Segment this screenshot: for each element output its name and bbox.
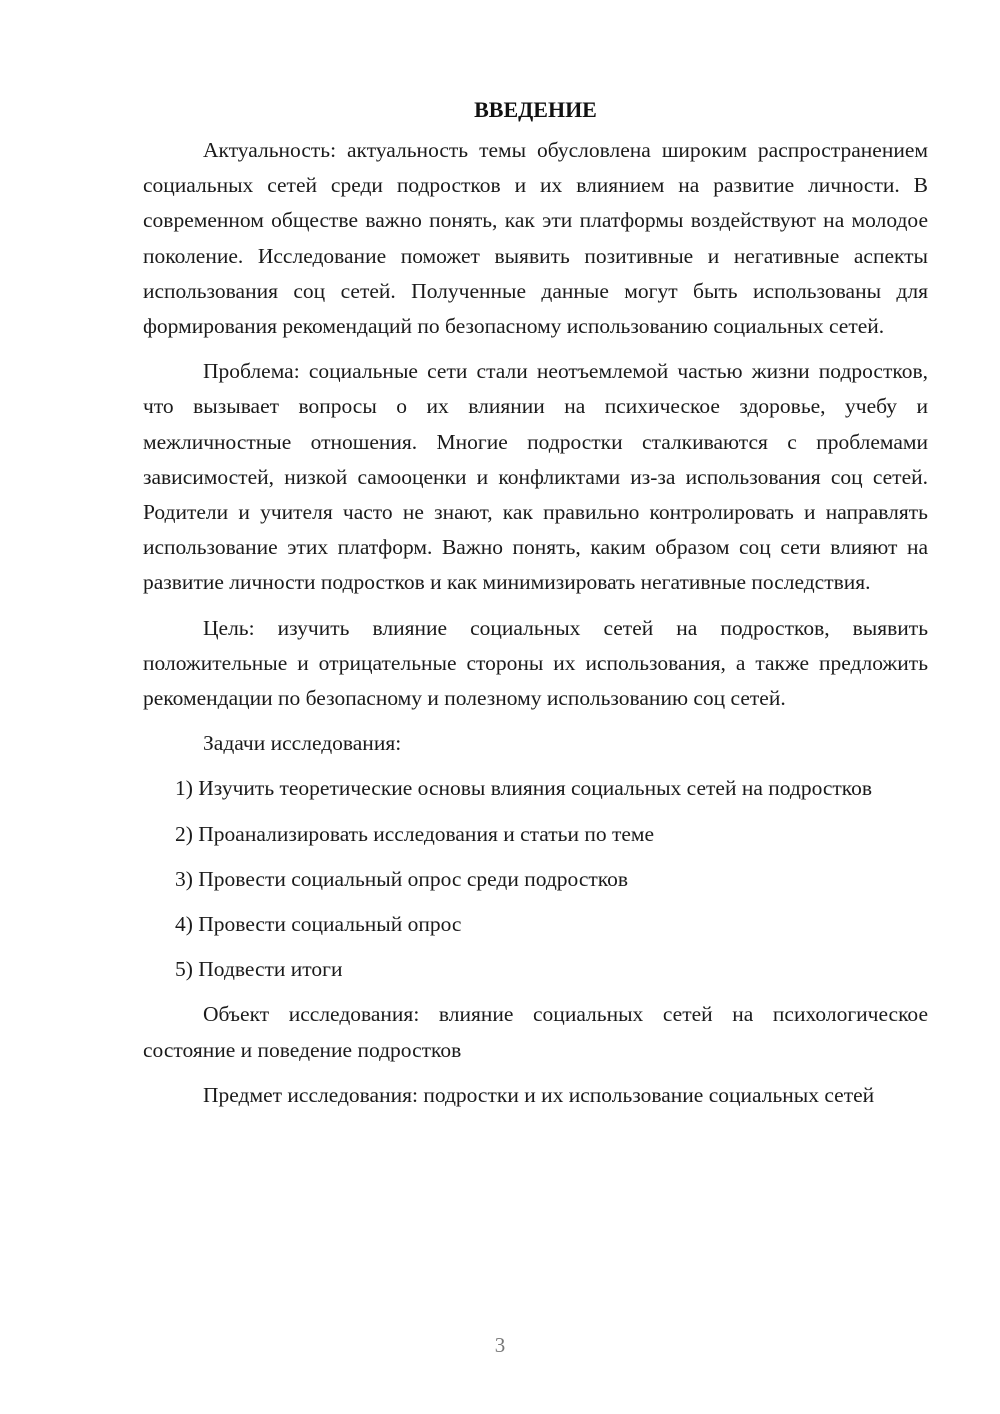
list-item: 2) Проанализировать исследования и статьи по теме — [175, 821, 655, 846]
tasks-title: Задачи исследования: — [203, 731, 402, 756]
list-item: 3) Провести социальный опрос среди подростков — [175, 866, 629, 891]
goal-paragraph: Цель: изучить влияние социальных сетей на подростков, выявить положительные и отрицательные стороны их использования, а также предложить рекомендации по безопасному и полезному использованию соц сетей. — [143, 615, 928, 711]
object-paragraph: Объект исследования: влияние социальных сетей на психологическое состояние и поведение подростков — [143, 1002, 928, 1062]
problem-paragraph: Проблема: социальные сети стали неотъемлемой частью жизни подростков, что вызывает вопросы о их влиянии на психическое здоровье, учебу и межличностные отношения. Многие подростки сталкиваются с проблемами зависимостей, низкой самооценки и конфликтами из-за использования соц сетей. Родители и учителя часто не знают, как правильно контролировать и направлять использование этих платформ. Важно понять, каким образом соц сети влияют на развитие личности подростков и как минимизировать негативные последствия. — [143, 359, 928, 595]
list-item: 4) Провести социальный опрос — [175, 912, 462, 937]
relevance-paragraph: Актуальность: актуальность темы обусловлена широким распространением социальных сетей среди подростков и их влиянием на развитие личности. В современном обществе важно понять, как эти платформы воздействуют на молодое поколение. Исследование поможет выявить позитивные и негативные аспекты использования соц сетей. Полученные данные могут быть использованы для формирования рекомендаций по безопасному использованию социальных сетей. — [143, 138, 928, 339]
subject-paragraph: Предмет исследования: подростки и их использование социальных сетей — [203, 1082, 875, 1107]
document-page — [143, 92, 928, 1113]
list-item: 5) Подвести итоги — [175, 957, 343, 982]
tasks-list — [143, 771, 928, 987]
list-item: 1) Изучить теоретические основы влияния социальных сетей на подростков — [175, 776, 873, 801]
page-number: 3 — [494, 1333, 506, 1357]
section-heading: ВВЕДЕНИЕ — [474, 97, 597, 122]
